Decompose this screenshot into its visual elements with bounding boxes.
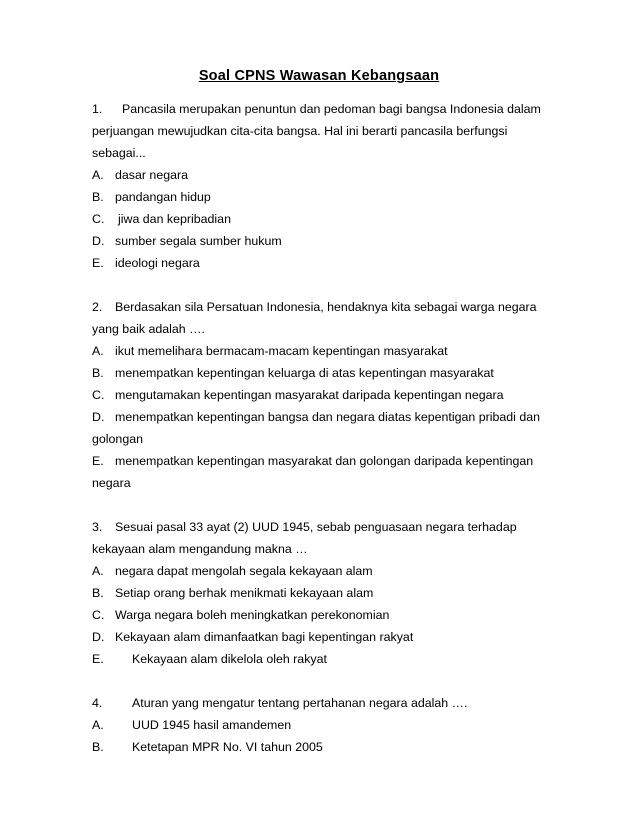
question-number: 4.: [92, 696, 103, 710]
option-label: E.: [92, 454, 104, 468]
option-c: [92, 208, 562, 230]
option-label: B.: [92, 740, 104, 754]
question-text: Sesuai pasal 33 ayat (2) UUD 1945, sebab penguasaan negara terhadap: [115, 520, 517, 534]
option-a: [92, 560, 562, 582]
option-text: Kekayaan alam dimanfaatkan bagi kepentingan rakyat: [115, 630, 414, 644]
question-4: [92, 692, 562, 758]
document-title: Soal CPNS Wawasan Kebangsaan: [198, 68, 440, 84]
question-2-line-1: [92, 296, 562, 318]
option-label: B.: [92, 366, 104, 380]
option-a: [92, 164, 562, 186]
question-text: Berdasakan sila Persatuan Indonesia, hendaknya kita sebagai warga negara: [115, 300, 537, 314]
question-1-line-2: perjuangan mewujudkan cita-cita bangsa. Hal ini berarti pancasila berfungsi: [92, 124, 508, 138]
option-text: ideologi negara: [115, 256, 200, 270]
option-label: D.: [92, 234, 105, 248]
option-text: menempatkan kepentingan bangsa dan negara diatas kepentigan pribadi dan: [115, 410, 541, 424]
option-label: A.: [92, 344, 104, 358]
option-text: mengutamakan kepentingan masyarakat daripada kepentingan negara: [115, 388, 504, 402]
question-1: [92, 98, 562, 274]
option-label: A.: [92, 564, 104, 578]
option-text: jiwa dan kepribadian: [118, 212, 231, 226]
option-text: menempatkan kepentingan keluarga di atas kepentingan masyarakat: [115, 366, 494, 380]
question-number: 3.: [92, 520, 103, 534]
option-label: C.: [92, 388, 105, 402]
question-3-line-1: [92, 516, 562, 538]
option-text: Setiap orang berhak menikmati kekayaan alam: [115, 586, 374, 600]
option-label: C.: [92, 608, 105, 622]
option-b: [92, 186, 562, 208]
question-number: 1.: [92, 102, 103, 116]
question-2-line-2: yang baik adalah ….: [92, 322, 205, 336]
option-b: [92, 582, 562, 604]
option-label: C.: [92, 212, 105, 226]
question-text: Aturan yang mengatur tentang pertahanan negara adalah ….: [132, 696, 468, 710]
option-label: D.: [92, 630, 105, 644]
option-d: [92, 626, 562, 648]
option-text: Warga negara boleh meningkatkan perekonomian: [115, 608, 390, 622]
option-e: [92, 252, 562, 274]
option-text: Ketetapan MPR No. VI tahun 2005: [132, 740, 323, 754]
option-text: UUD 1945 hasil amandemen: [132, 718, 292, 732]
option-e: [92, 450, 562, 472]
option-text: menempatkan kepentingan masyarakat dan golongan daripada kepentingan: [115, 454, 534, 468]
question-1-line-1: [92, 98, 562, 120]
option-text: ikut memelihara bermacam-macam kepentingan masyarakat: [115, 344, 448, 358]
option-d-continuation: golongan: [92, 432, 143, 446]
question-text: Pancasila merupakan penuntun dan pedoman bagi bangsa Indonesia dalam: [122, 102, 541, 116]
question-1-line-3: sebagai...: [92, 146, 146, 160]
option-b: [92, 362, 562, 384]
option-text: pandangan hidup: [115, 190, 211, 204]
question-number: 2.: [92, 300, 103, 314]
question-3-line-2: kekayaan alam mengandung makna …: [92, 542, 308, 556]
option-b: [92, 736, 562, 758]
option-label: B.: [92, 190, 104, 204]
document-body: [92, 98, 562, 758]
option-c: [92, 604, 562, 626]
option-e: [92, 648, 562, 670]
spacer: [92, 274, 562, 296]
option-e-continuation: negara: [92, 476, 131, 490]
option-a: [92, 714, 562, 736]
option-text: negara dapat mengolah segala kekayaan alam: [115, 564, 373, 578]
option-d: [92, 406, 562, 428]
option-a: [92, 340, 562, 362]
option-label: A.: [92, 168, 104, 182]
option-label: E.: [92, 652, 104, 666]
option-label: A.: [92, 718, 104, 732]
option-text: sumber segala sumber hukum: [115, 234, 282, 248]
option-text: dasar negara: [115, 168, 189, 182]
option-d: [92, 230, 562, 252]
question-3: [92, 516, 562, 670]
option-c: [92, 384, 562, 406]
spacer: [92, 494, 562, 516]
option-label: B.: [92, 586, 104, 600]
spacer: [92, 670, 562, 692]
option-text: Kekayaan alam dikelola oleh rakyat: [132, 652, 327, 666]
question-2: [92, 296, 562, 494]
question-4-line-1: [92, 692, 562, 714]
option-label: E.: [92, 256, 104, 270]
option-label: D.: [92, 410, 105, 424]
